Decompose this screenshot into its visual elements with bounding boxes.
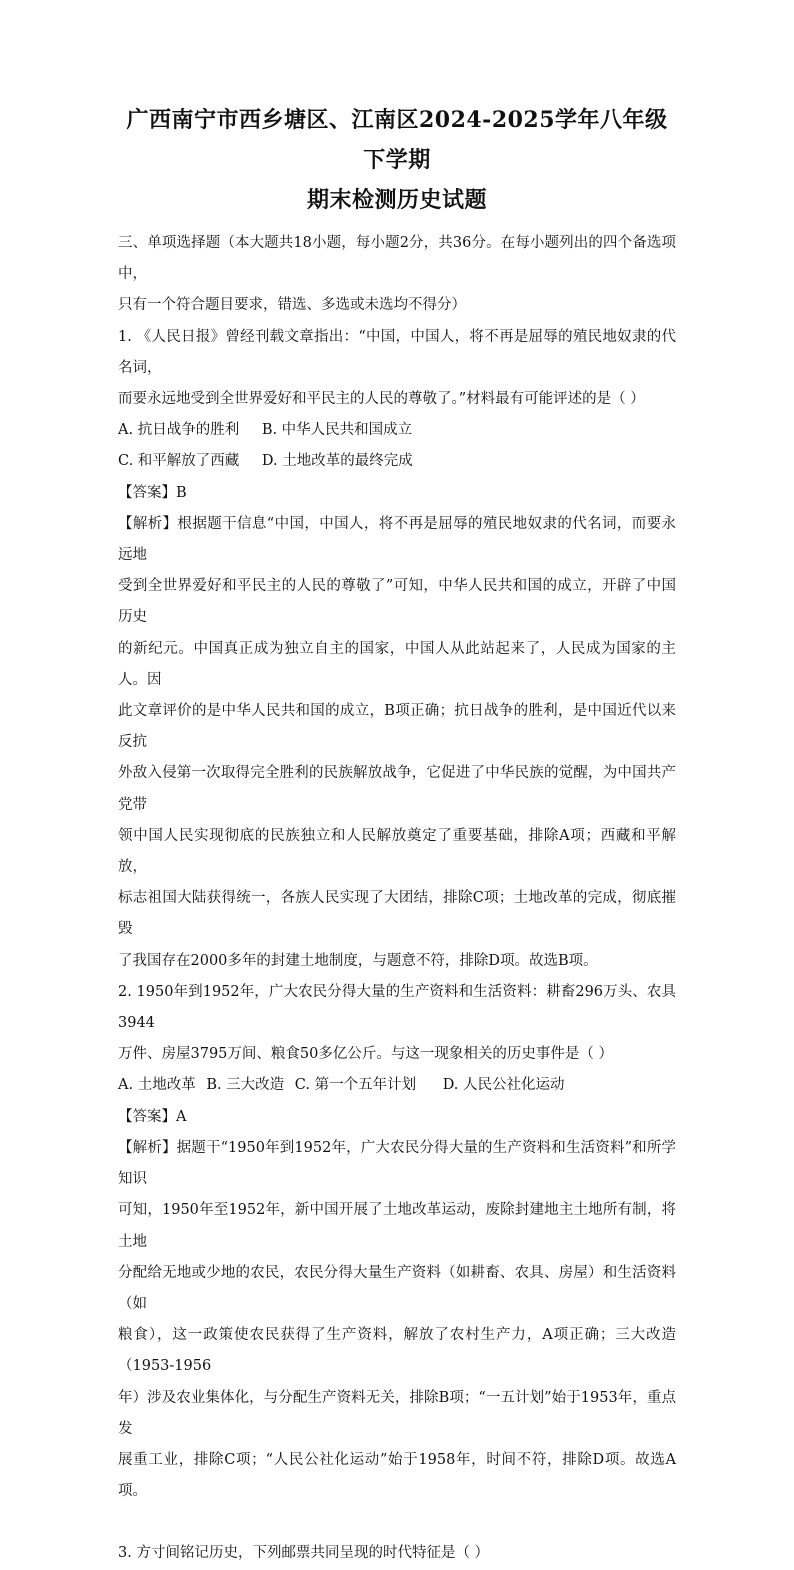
question-1-option-d: D. 土地改革的最终完成 <box>261 453 413 470</box>
question-1 <box>118 322 676 977</box>
question-2-analysis-line: 可知，1950年至1952年，新中国开展了土地改革运动，废除封建地主土地所有制，将土地 <box>118 1202 676 1250</box>
section-intro-line-1: 三、单项选择题（本大题共18小题，每小题2分，共36分。在每小题列出的四个备选项中， <box>118 235 676 283</box>
question-2-analysis-line: 年）涉及农业集体化，与分配生产资料无关，排除B项；“一五计划”始于1953年，重点发 <box>118 1389 676 1437</box>
question-2-stem-line-1: 2. 1950年到1952年，广大农民分得大量的生产资料和生活资料：耕畜296万头、农具3944 <box>118 983 676 1032</box>
question-1-options-row-2 <box>118 446 676 477</box>
question-1-analysis-line: 受到全世界爱好和平民主的人民的尊敬了”可知，中华人民共和国的成立，开辟了中国历史 <box>118 578 676 626</box>
question-2-analysis-line: 展重工业，排除C项；“人民公社化运动”始于1958年，时间不符，排除D项。故选A项。 <box>118 1451 676 1500</box>
question-2-option-a: A. 土地改革 <box>118 1077 196 1094</box>
question-2-options-row <box>118 1070 676 1101</box>
section-intro <box>118 228 676 322</box>
question-1-answer: 【答案】B <box>118 484 187 501</box>
question-2-analysis-line: 分配给无地或少地的农民，农民分得大量生产资料（如耕畜、农具、房屋）和生活资料（如 <box>118 1264 676 1312</box>
question-2-analysis-line: 粮食），这一政策使农民获得了生产资料，解放了农村生产力，A项正确；三大改造（1953-1956 <box>118 1327 676 1375</box>
section-intro-line-2: 只有一个符合题目要求，错选、多选或未选均不得分） <box>118 297 466 314</box>
question-2-option-b: B. 三大改造 <box>206 1077 285 1094</box>
question-1-analysis-line: 外敌入侵第一次取得完全胜利的民族解放战争，它促进了中华民族的觉醒，为中国共产党带 <box>118 765 676 813</box>
title-line-1: 广西南宁市西乡塘区、江南区2024-2025学年八年级下学期 <box>126 107 668 173</box>
question-1-option-c: C. 和平解放了西藏 <box>118 453 240 470</box>
question-3-stem: 3. 方寸间铭记历史，下列邮票共同呈现的时代特征是（ ） <box>118 1545 490 1562</box>
question-1-analysis-line: 了我国存在2000多年的封建土地制度，与题意不符，排除D项。故选B项。 <box>118 952 598 969</box>
question-1-analysis-line: 领中国人民实现彻底的民族独立和人民解放奠定了重要基础，排除A项；西藏和平解放， <box>118 827 676 876</box>
question-2-analysis-line: 【解析】据题干“1950年到1952年，广大农民分得大量的生产资料和生活资料”和所学知识 <box>118 1139 676 1188</box>
question-2-option-c: C. 第一个五年计划 <box>294 1077 417 1094</box>
question-1-analysis-line: 的新纪元。中国真正成为独立自主的国家，中国人从此站起来了，人民成为国家的主人。因 <box>118 640 676 688</box>
question-1-analysis-line: 标志祖国大陆获得统一，各族人民实现了大团结，排除C项；土地改革的完成，彻底摧毁 <box>118 890 676 938</box>
question-1-option-b: B. 中华人民共和国成立 <box>261 422 413 439</box>
question-2 <box>118 977 676 1507</box>
question-2-analysis <box>118 1133 676 1507</box>
title-line-2: 期末检测历史试题 <box>306 187 487 213</box>
spacer <box>118 1507 676 1538</box>
question-1-stem-line-2: 而要永远地受到全世界爱好和平民主的人民的尊敬了。”材料最有可能评述的是（ ） <box>118 391 645 408</box>
question-1-options-row-1 <box>118 415 676 446</box>
document-title <box>118 100 676 220</box>
question-1-option-a: A. 抗日战争的胜利 <box>118 422 240 439</box>
question-2-stem-line-2: 万件、房屋3795万间、粮食50多亿公斤。与这一现象相关的历史事件是（ ） <box>118 1046 613 1063</box>
question-2-answer: 【答案】A <box>118 1108 187 1125</box>
question-1-analysis <box>118 509 676 977</box>
question-1-analysis-line: 此文章评价的是中华人民共和国的成立，B项正确；抗日战争的胜利，是中国近代以来反抗 <box>118 703 676 751</box>
question-3 <box>118 1538 676 1569</box>
question-1-stem-line-1: 1. 《人民日报》曾经刊载文章指出：“中国，中国人，将不再是屈辱的殖民地奴隶的代名词， <box>118 328 676 376</box>
question-2-option-d: D. 人民公社化运动 <box>442 1077 565 1094</box>
question-1-analysis-line: 【解析】根据题干信息“中国，中国人，将不再是屈辱的殖民地奴隶的代名词，而要永远地 <box>118 515 676 564</box>
